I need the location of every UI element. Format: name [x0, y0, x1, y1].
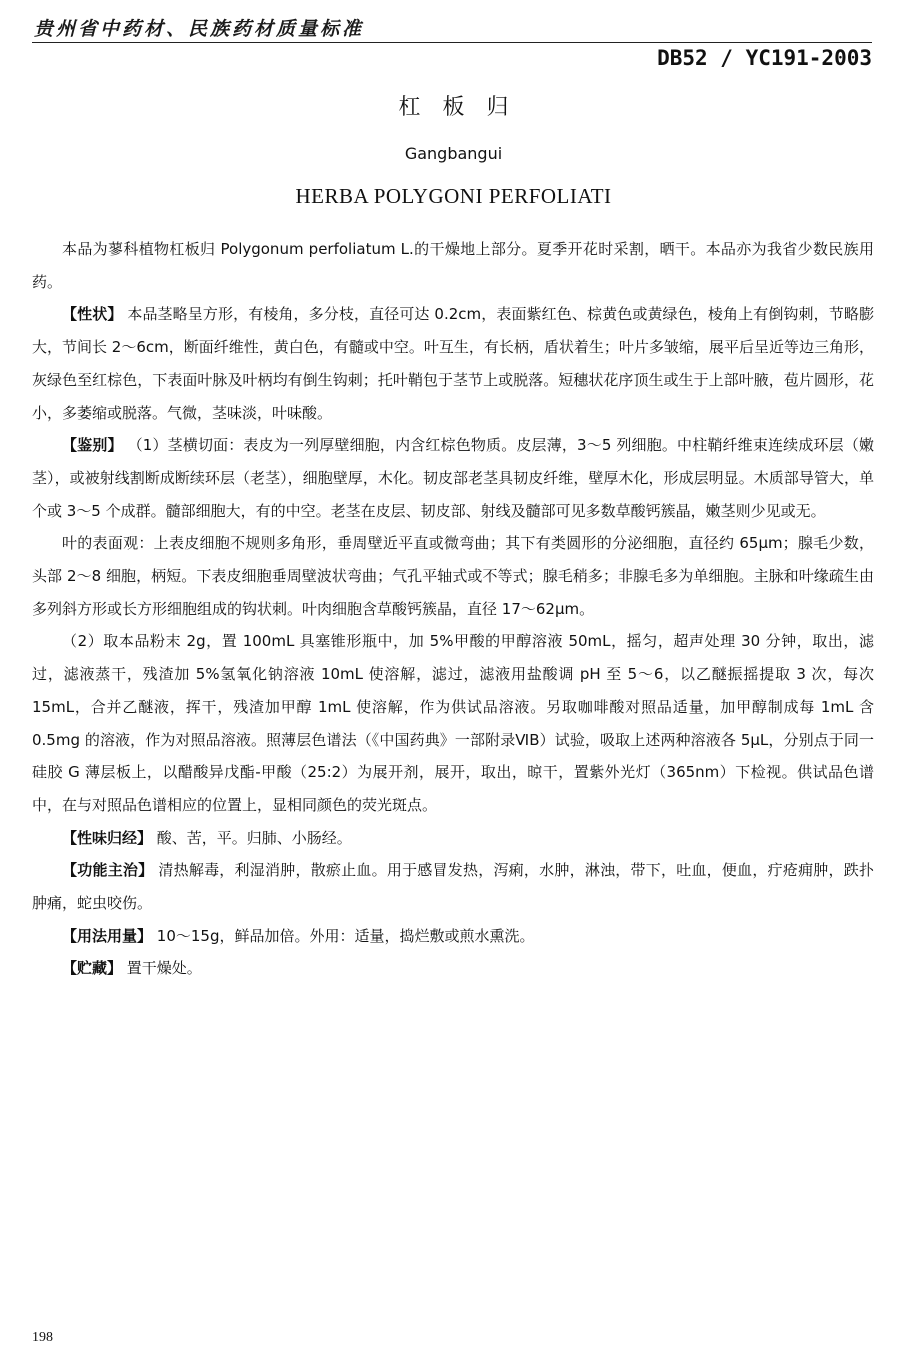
monograph-body: [32, 233, 874, 985]
storage-label: 【贮藏】: [62, 959, 123, 978]
usage-label: 【用法用量】: [62, 926, 153, 945]
title-chinese: 杠板归: [398, 95, 531, 120]
title-pinyin: Gangbangui: [404, 144, 503, 163]
running-header: [32, 10, 872, 43]
series-title: 贵州省中药材、民族药材质量标准: [34, 18, 365, 40]
storage-paragraph: [32, 952, 874, 985]
leaf-surface-paragraph: 叶的表面观：上表皮细胞不规则多角形，垂周壁近平直或微弯曲；其下有类圆形的分泌细胞，直径约 65μm；腺毛少数，头部 2～8 细胞，柄短。下表皮细胞垂周壁波状弯曲；气孔平轴式或不等式；腺毛稍多；非腺毛多为单细胞。主脉和叶缘疏生由多列斜方形或长方形细胞组成的钩状刺。叶肉细胞含草酸钙簇晶，直径 17～62μm。: [32, 534, 874, 618]
intro-paragraph: 本品为蓼科植物杠板归 Polygonum perfoliatum L.的干燥地上部分。夏季开花时采割，晒干。本品亦为我省少数民族用药。: [32, 240, 874, 291]
usage-paragraph: [32, 920, 874, 953]
identification-label: 【鉴别】: [62, 436, 123, 455]
standard-number: DB52 / YC191-2003: [657, 46, 872, 70]
identification-paragraph: [32, 429, 874, 527]
function-label: 【功能主治】: [62, 861, 154, 880]
nature-text: 酸、苦，平。归肺、小肠经。: [152, 828, 352, 847]
page-number: 198: [32, 1330, 53, 1345]
tlc-paragraph: （2）取本品粉末 2g，置 100mL 具塞锥形瓶中，加 5%甲酸的甲醇溶液 50mL，摇匀，超声处理 30 分钟，取出，滤过，滤液蒸干，残渣加 5%氢氧化钠溶液 10mL 使溶解，滤过，滤液用盐酸调 pH 至 5～6，以乙醚振摇提取 3 次，每次 15mL，合并乙醚液，挥干，残渣加甲醇 1mL 使溶解，作为供试品溶液。另取咖啡酸对照品适量，加甲醇制成每 1mL 含 0.5mg 的溶液，作为对照品溶液。照薄层色谱法（《中国药典》一部附录ⅥB）试验，吸取上述两种溶液各 5μL，分别点于同一硅胶 G 薄层板上，以醋酸异戊酯-甲酸（25:2）为展开剂，展开，取出，晾干，置紫外光灯（365nm）下检视。供试品色谱中，在与对照品色谱相应的位置上，显相同颜色的荧光斑点。: [32, 632, 874, 814]
properties-text: 本品茎略呈方形，有棱角，多分枝，直径可达 0.2cm，表面紫红色、棕黄色或黄绿色，棱角上有倒钩刺，节略膨大，节间长 2～6cm，断面纤维性，黄白色，有髓或中空。叶互生，有长柄，盾状着生；叶片多皱缩，展平后呈近等边三角形，灰绿色至红棕色，下表面叶脉及叶柄均有倒生钩刺；托叶鞘包于茎节上或脱落。短穗状花序顶生或生于上部叶腋，苞片圆形，花小，多萎缩或脱落。气微，茎味淡，叶味酸。: [32, 305, 874, 422]
usage-text: 10～15g，鲜品加倍。外用：适量，捣烂敷或煎水熏洗。: [152, 926, 535, 945]
function-text: 清热解毒，利湿消肿，散瘀止血。用于感冒发热，泻痢，水肿，淋浊，带下，吐血，便血，疔疮痈肿，跌扑肿痛，蛇虫咬伤。: [32, 861, 874, 913]
properties-label: 【性状】: [62, 305, 123, 324]
properties-paragraph: [32, 298, 874, 429]
nature-label: 【性味归经】: [62, 828, 153, 847]
function-paragraph: [32, 854, 874, 919]
identification-text: （1）茎横切面：表皮为一列厚壁细胞，内含红棕色物质。皮层薄，3～5 列细胞。中柱鞘纤维束连续成环层（嫩茎），或被射线割断成断续环层（老茎），细胞壁厚，木化。韧皮部老茎具韧皮纤维，壁厚木化，形成层明显。木质部导管大，单个或 3～5 个成群。髓部细胞大，有的中空。老茎在皮层、韧皮部、射线及髓部可见多数草酸钙簇晶，嫩茎则少见或无。: [32, 436, 874, 520]
title-latin: HERBA POLYGONI PERFOLIATI: [295, 184, 612, 208]
nature-paragraph: [32, 822, 874, 855]
storage-text: 置干燥处。: [122, 959, 202, 978]
